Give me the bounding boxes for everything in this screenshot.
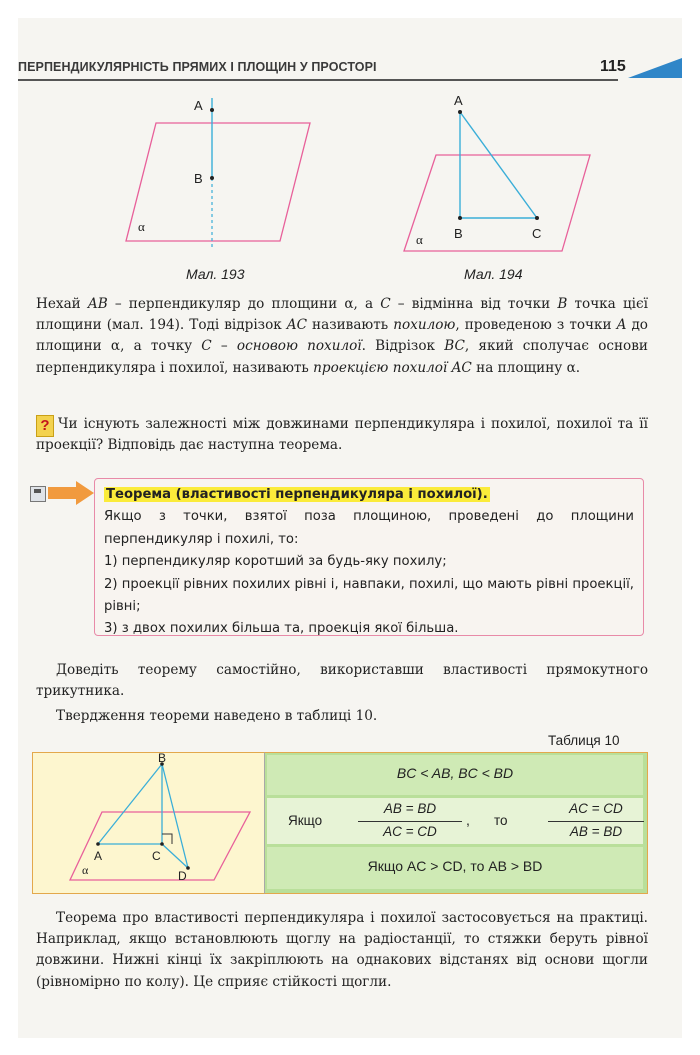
plane-alpha	[404, 155, 590, 251]
plane-alpha	[70, 812, 250, 880]
point-a	[96, 842, 100, 846]
text-segment: Нехай	[36, 296, 88, 312]
if-word: Якщо	[288, 813, 323, 828]
question-text	[36, 414, 648, 456]
oblique-bd	[162, 764, 188, 868]
segment-ab: AB	[87, 296, 108, 312]
term-oblique: похилою	[393, 317, 456, 334]
label-a: A	[194, 98, 203, 113]
fraction-2-denominator: AB = BD	[569, 824, 623, 839]
question-icon: ?	[36, 415, 54, 437]
table-row3-text: Якщо AC > CD, то AB > BD	[367, 858, 543, 874]
text-segment: точка цієї площини (мал. 194). Тоді відрізок	[36, 296, 648, 334]
plane-alpha	[126, 123, 310, 241]
theorem-title-line	[104, 484, 634, 506]
text-segment: –	[211, 338, 237, 355]
theorem-item-1: 1) перпендикуляр коротший за будь-яку похилу;	[104, 554, 447, 570]
point-b	[210, 176, 214, 180]
label-b: B	[194, 171, 203, 186]
figure-193	[120, 92, 320, 252]
segment-bc: BC	[444, 338, 465, 355]
chapter-title: ПЕРПЕНДИКУЛЯРНІСТЬ ПРЯМИХ І ПЛОЩИН У ПРОСТОРІ	[18, 60, 377, 74]
figure-194	[396, 92, 596, 252]
projection-cd	[162, 844, 188, 868]
theorem-content	[104, 484, 634, 641]
text-segment: на площину α.	[471, 359, 581, 376]
header-rule	[18, 79, 618, 81]
point-a	[210, 108, 214, 112]
floppy-disk-icon	[30, 486, 46, 502]
fraction-2-bar	[548, 821, 644, 822]
theorem-item-3: 3) з двох похилих більша та, проекція якої більша.	[104, 621, 459, 637]
label-alpha: α	[138, 219, 145, 234]
point-b: B	[557, 296, 568, 312]
point-a: A	[616, 317, 627, 334]
label-d: D	[178, 869, 187, 883]
text-segment: називають	[307, 317, 394, 334]
page-corner-tab	[628, 58, 682, 78]
table-row1-text: BC < AB, BC < BD	[396, 765, 514, 781]
label-b: B	[454, 226, 463, 241]
theorem-intro: Якщо з точки, взятої поза площиною, проведені до площини перпендикуляр і похилі, то:	[104, 509, 634, 547]
oblique-ac	[460, 112, 537, 218]
comma: ,	[466, 812, 470, 828]
label-a: A	[94, 849, 103, 863]
point-c	[535, 216, 539, 220]
table-label: Таблиця 10	[548, 733, 620, 748]
text-segment: . Відрізок	[361, 338, 445, 355]
term-projection: проекцією похилої	[313, 359, 448, 376]
proof-instruction: Доведіть теорему самостійно, використавши властивості прямокутного трикутника.	[36, 662, 648, 700]
point-c: C	[380, 296, 391, 312]
right-angle-mark	[162, 834, 172, 844]
label-c: C	[532, 226, 542, 241]
point-d	[186, 866, 190, 870]
term-oblique-base: основою похилої	[236, 338, 362, 355]
fraction-2-numerator: AC = CD	[569, 801, 623, 816]
caption-193: Мал. 193	[186, 266, 245, 282]
text-segment: – перпендикуляр до площини α, а	[107, 296, 381, 312]
label-c: C	[152, 849, 161, 863]
text-segment: , проведеною з точки	[455, 317, 617, 334]
point-c: C	[201, 338, 212, 355]
theorem-title: Теорема (властивості перпендикуляра і похилої).	[106, 487, 488, 502]
point-c	[160, 842, 164, 846]
label-alpha: α	[82, 863, 89, 877]
text-segment: , який сполучає основи перпендикуляра і похилої, називають	[36, 338, 648, 376]
theorem-item-2: 2) проекції рівних похилих рівні і, навпаки, похилі, що мають рівні проекції, рівні;	[104, 576, 634, 615]
oblique-ba	[98, 764, 162, 844]
segment-ac: AC	[286, 317, 308, 334]
question-sentence: Чи існують залежності між довжинами перпендикуляра і похилої, похилої та її проекції? Відповідь дає наступна теорема.	[36, 416, 648, 454]
label-alpha: α	[416, 232, 423, 247]
fraction-1-denominator: AC = CD	[383, 824, 437, 839]
page-header	[18, 44, 648, 80]
segment-ac: AC	[451, 359, 472, 376]
table-reference: Твердження теореми наведено в таблиці 10.	[56, 708, 378, 724]
label-a: A	[454, 93, 463, 108]
fraction-1-bar	[358, 821, 462, 822]
fraction-1-numerator: AB = BD	[383, 801, 437, 816]
text-segment: – відмінна від точки	[390, 296, 558, 312]
application-paragraph: Теорема про властивості перпендикуляра і похилої застосовується на практиці. Наприклад, якщо встановлюють щоглу на радіостанції, то стяжки беруть рівної довжини. Нижні кінці їх закріплюють на однакових відстанях від основи щогли (рівномірно по колу). Це сприяє стійкості щогли.	[36, 910, 648, 990]
point-a	[458, 110, 462, 114]
then-word: то	[494, 813, 508, 828]
table-figure	[40, 752, 260, 890]
caption-194: Мал. 194	[464, 266, 523, 282]
point-b	[458, 216, 462, 220]
page-number: 115	[600, 58, 626, 75]
arrow-right-icon	[48, 481, 94, 505]
label-b: B	[158, 752, 167, 765]
text-segment: до площини α, а точку	[36, 317, 648, 355]
definition-paragraph	[36, 294, 648, 379]
